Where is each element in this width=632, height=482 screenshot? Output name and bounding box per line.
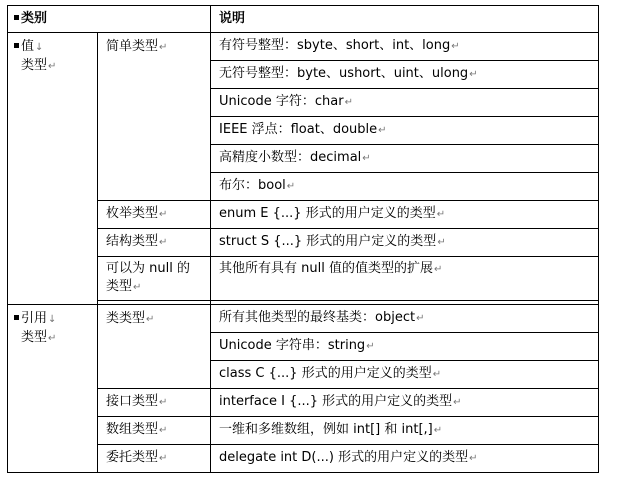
paragraph-mark-icon: ↵ [48,333,57,344]
description-cell [211,173,599,201]
list-marker-icon [14,15,19,20]
description-cell [211,361,599,389]
paragraph-mark-icon: ↵ [469,453,478,464]
description-text: interface I {...} 形式的用户定义的类型 [219,394,453,409]
description-cell [211,445,599,473]
description-text: 有符号整型：sbyte、short、int、long [219,38,451,53]
struct-types-label: 结构类型 [106,234,159,249]
list-marker-icon [14,43,19,48]
description-text: delegate int D(...) 形式的用户定义的类型 [219,450,469,465]
table-row [8,305,599,333]
reference-types-cell [8,305,98,473]
type-table [7,5,599,473]
description-cell [211,257,599,301]
description-cell [211,117,599,145]
paragraph-mark-icon: ↵ [436,209,446,220]
paragraph-mark-icon: ↵ [286,181,296,192]
description-cell [211,145,599,173]
description-cell [211,229,599,257]
paragraph-mark-icon: ↵ [159,397,168,408]
description-text: 布尔：bool [219,178,286,193]
interface-types-cell [98,389,211,417]
paragraph-mark-icon: ↵ [159,237,168,248]
delegate-types-cell [98,445,211,473]
paragraph-mark-icon: ↵ [344,97,353,108]
description-cell [211,417,599,445]
header-description: 说明 [219,11,246,26]
description-text: 无符号整型：byte、ushort、uint、ulong [219,66,469,81]
simple-types-label: 简单类型 [106,39,159,54]
paragraph-mark-icon: ↵ [133,282,142,293]
paragraph-mark-icon: ↵ [451,41,460,52]
paragraph-mark-icon: ↵ [469,69,478,80]
nullable-types-label-2: 类型 [106,279,133,294]
description-text: 高精度小数型：decimal [219,150,362,165]
paragraph-mark-icon: ↵ [453,397,462,408]
delegate-types-label: 委托类型 [106,450,159,465]
description-text: Unicode 字符串：string [219,338,366,353]
description-cell [211,389,599,417]
description-cell [211,305,599,333]
header-category-cell [8,6,211,33]
paragraph-mark-icon: ↵ [432,369,442,380]
description-text: 所有其他类型的最终基类：object [219,310,416,325]
description-cell [211,89,599,117]
enum-types-cell [98,201,211,229]
reference-types-label-2: 类型 [21,330,48,345]
value-types-label-2: 类型 [21,58,48,73]
description-text: enum E {...} 形式的用户定义的类型 [219,206,436,221]
description-cell [211,333,599,361]
enum-types-label: 枚举类型 [106,206,159,221]
array-types-label: 数组类型 [106,422,159,437]
line-break-mark-icon: ↓ [48,314,57,325]
header-category: 类别 [21,11,48,26]
description-text: class C {...} 形式的用户定义的类型 [219,366,432,381]
struct-types-cell [98,229,211,257]
value-types-cell [8,33,98,305]
nullable-types-label-1: 可以为 null 的 [106,261,190,276]
paragraph-mark-icon: ↵ [159,42,168,53]
paragraph-mark-icon: ↵ [416,313,425,324]
description-text: IEEE 浮点：float、double [219,122,378,137]
paragraph-mark-icon: ↵ [433,264,443,275]
line-break-mark-icon: ↓ [35,42,44,53]
description-cell [211,201,599,229]
class-types-cell [98,305,211,389]
description-cell [211,33,599,61]
reference-types-label-1: 引用 [21,311,48,326]
paragraph-mark-icon: ↵ [366,341,375,352]
paragraph-mark-icon: ↵ [146,314,155,325]
simple-types-cell [98,33,211,201]
description-text: Unicode 字符：char [219,94,344,109]
header-description-cell [211,6,599,33]
paragraph-mark-icon: ↵ [362,153,371,164]
paragraph-mark-icon: ↵ [159,209,168,220]
description-text: 一维和多维数组，例如 int[] 和 int[,] [219,422,433,437]
paragraph-mark-icon: ↵ [378,125,387,136]
paragraph-mark-icon: ↵ [433,425,443,436]
interface-types-label: 接口类型 [106,394,159,409]
list-marker-icon [14,315,19,320]
value-types-label-1: 值 [21,39,35,54]
nullable-types-cell [98,257,211,301]
description-text: struct S {...} 形式的用户定义的类型 [219,234,437,249]
paragraph-mark-icon: ↵ [159,453,168,464]
paragraph-mark-icon: ↵ [48,61,57,72]
paragraph-mark-icon: ↵ [159,425,168,436]
paragraph-mark-icon: ↵ [437,237,446,248]
description-text: 其他所有具有 null 值的值类型的扩展 [219,261,433,276]
class-types-label: 类类型 [106,311,146,326]
description-cell [211,61,599,89]
array-types-cell [98,417,211,445]
table-row [8,33,599,61]
header-row [8,6,599,33]
